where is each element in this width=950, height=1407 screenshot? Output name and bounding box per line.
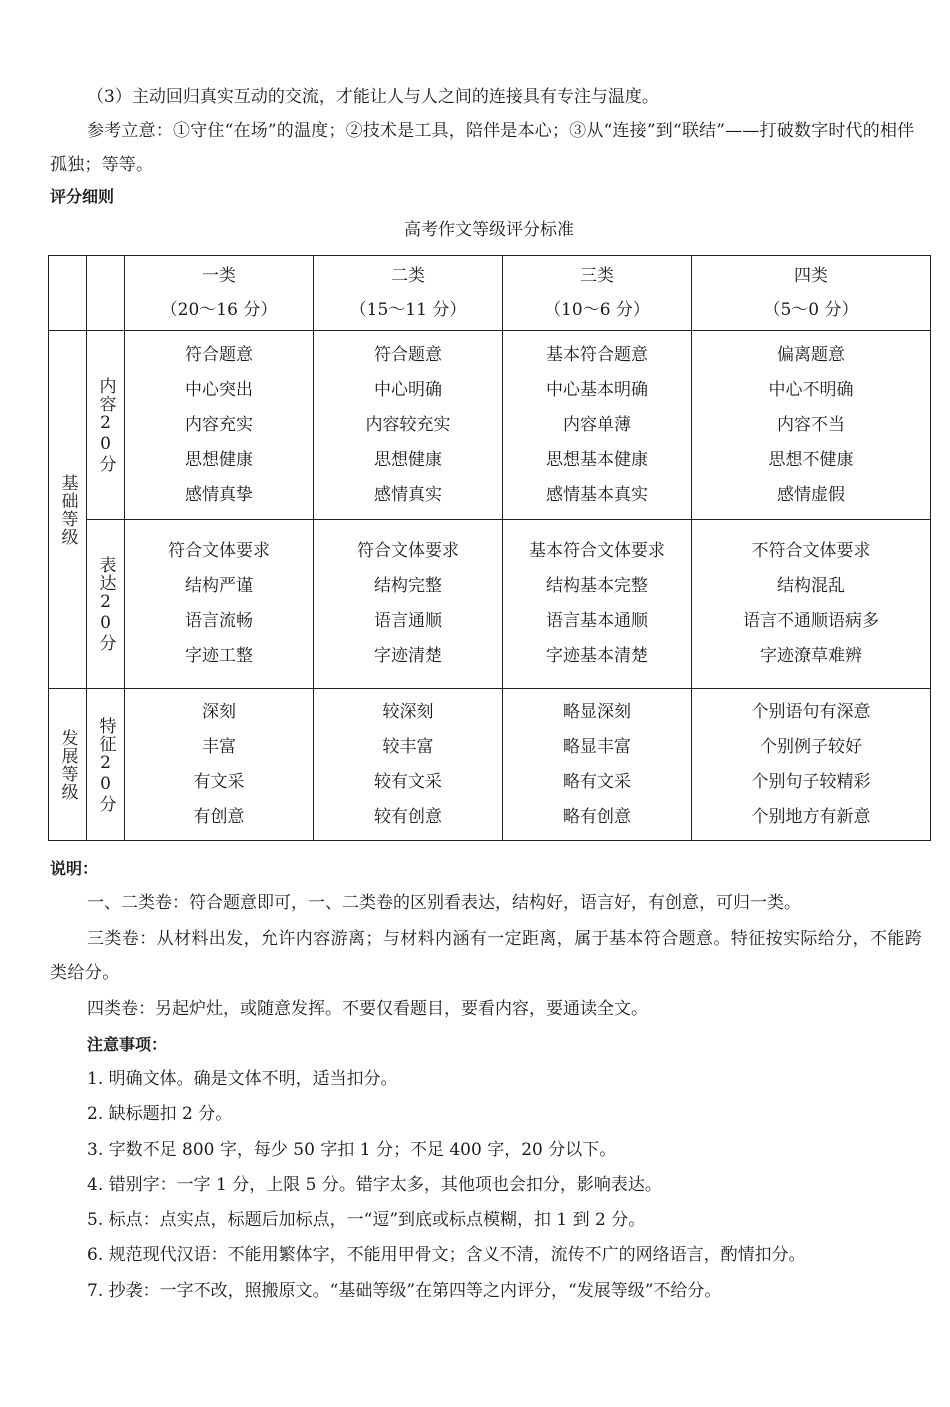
criterion: 思想健康 — [374, 449, 442, 470]
attention-item: 1. 明确文体。确是文体不明，适当扣分。 — [87, 1069, 398, 1089]
intro-point-3: （3）主动回归真实互动的交流，才能让人与人之间的连接具有专注与温度。 — [87, 87, 659, 107]
criterion: 字迹工整 — [185, 646, 253, 666]
criterion: 中心不明确 — [768, 379, 854, 400]
criterion: 偏离题意 — [777, 344, 845, 365]
attention-item: 6. 规范现代汉语：不能用繁体字，不能用甲骨文；含义不清，流传不广的网络语言，酌情扣分。 — [87, 1245, 806, 1265]
corner-cell — [87, 256, 125, 331]
expression-row — [49, 520, 931, 689]
criterion: 略显深刻 — [563, 701, 631, 722]
attention-item: 3. 字数不足 800 字，每少 50 字扣 1 分；不足 400 字，20 分以下。 — [87, 1140, 617, 1160]
criterion: 基本符合题意 — [546, 344, 648, 365]
attention-item: 7. 抄袭：一字不改，照搬原文。“基础等级”在第四等之内评分，“发展等级”不给分。 — [87, 1281, 722, 1301]
criterion: 内容不当 — [777, 414, 845, 435]
section-title: 评分细则 — [50, 187, 115, 206]
note-paragraph-3: 四类卷：另起炉灶，或随意发挥。不要仅看题目，要看内容，要通读全文。 — [87, 999, 648, 1019]
grade-header-2 — [314, 256, 503, 331]
grade-header-3 — [503, 256, 692, 331]
criterion: 中心明确 — [374, 379, 442, 400]
table-caption: 高考作文等级评分标准 — [404, 220, 574, 240]
criterion: 符合文体要求 — [357, 541, 459, 561]
criterion: 感情虚假 — [777, 484, 845, 505]
grade-range: （10～6 分） — [544, 300, 650, 320]
feature-grade-3 — [503, 689, 692, 841]
criterion: 不符合文体要求 — [751, 541, 871, 561]
expression-grade-1 — [125, 520, 314, 689]
criterion: 结构混乱 — [777, 576, 845, 596]
grading-table — [48, 255, 931, 841]
attention-title: 注意事项： — [87, 1035, 168, 1054]
criterion: 思想健康 — [185, 449, 253, 470]
grade-name: 二类 — [391, 266, 425, 286]
criterion: 略有创意 — [563, 806, 631, 827]
note-paragraph-1: 一、二类卷：符合题意即可，一、二类卷的区别看表达，结构好，语言好，有创意，可归一类。 — [87, 893, 801, 913]
criterion: 较深刻 — [382, 701, 434, 722]
criterion: 思想不健康 — [768, 449, 854, 470]
criterion: 语言流畅 — [185, 611, 253, 631]
criterion: 字迹潦草难辨 — [760, 646, 862, 666]
criterion: 个别例子较好 — [760, 736, 862, 757]
criterion: 字迹基本清楚 — [546, 646, 648, 666]
criterion: 感情真挚 — [185, 484, 253, 505]
expression-grade-4 — [692, 520, 931, 689]
criterion: 语言不通顺语病多 — [743, 611, 879, 631]
feature-label: 特征20分 — [95, 716, 116, 813]
attention-item: 2. 缺标题扣 2 分。 — [87, 1104, 233, 1124]
reference-ideas: 参考立意：①守住“在场”的温度；②技术是工具，陪伴是本心；③从“连接”到“联结”——打破数字时代的相伴孤独；等等。 — [50, 121, 915, 175]
feature-grade-2 — [314, 689, 503, 841]
expression-grade-2 — [314, 520, 503, 689]
criterion: 个别地方有新意 — [751, 806, 871, 827]
grade-name: 一类 — [202, 266, 236, 286]
criterion: 内容较充实 — [365, 414, 451, 435]
basic-level-label: 基础等级 — [57, 473, 78, 546]
criterion: 语言基本通顺 — [546, 611, 648, 631]
notes-title: 说明： — [50, 859, 99, 878]
criterion: 结构严谨 — [185, 576, 253, 596]
criterion: 中心基本明确 — [546, 379, 648, 400]
feature-grade-4 — [692, 689, 931, 841]
criterion: 感情真实 — [374, 484, 442, 505]
criterion: 思想基本健康 — [546, 449, 648, 470]
grade-header-1 — [125, 256, 314, 331]
criterion: 符合题意 — [185, 344, 253, 365]
criterion: 语言通顺 — [374, 611, 442, 631]
criterion: 较丰富 — [382, 736, 434, 757]
criterion: 较有创意 — [374, 806, 442, 827]
criterion: 略有文采 — [563, 771, 631, 792]
feature-row — [49, 689, 931, 841]
criterion: 较有文采 — [374, 771, 442, 792]
note-paragraph-2: 三类卷：从材料出发，允许内容游离；与材料内涵有一定距离，属于基本符合题意。特征按实际给分，不能跨类给分。 — [50, 929, 923, 983]
criterion: 内容单薄 — [563, 414, 631, 435]
content-label-cell — [87, 331, 125, 520]
grade-range: （15～11 分） — [349, 300, 467, 320]
criterion: 符合文体要求 — [168, 541, 270, 561]
grade-name: 三类 — [580, 266, 614, 286]
criterion: 内容充实 — [185, 414, 253, 435]
content-grade-2 — [314, 331, 503, 520]
criterion: 有创意 — [193, 806, 245, 827]
corner-cell — [49, 256, 87, 331]
criterion: 个别句子较精彩 — [751, 771, 871, 792]
dev-level-label: 发展等级 — [57, 728, 78, 801]
content-grade-1 — [125, 331, 314, 520]
criterion: 符合题意 — [374, 344, 442, 365]
criterion: 结构基本完整 — [546, 576, 648, 596]
expression-label: 表达20分 — [95, 556, 116, 652]
dev-level-cell — [49, 689, 87, 841]
grade-name: 四类 — [794, 266, 828, 286]
criterion: 中心突出 — [185, 379, 253, 400]
expression-grade-3 — [503, 520, 692, 689]
criterion: 有文采 — [193, 771, 245, 792]
content-grade-4 — [692, 331, 931, 520]
grade-range: （20～16 分） — [160, 300, 278, 320]
feature-label-cell — [87, 689, 125, 841]
content-label: 内容20分 — [95, 377, 116, 473]
criterion: 丰富 — [202, 736, 236, 757]
grade-header-4 — [692, 256, 931, 331]
criterion: 略显丰富 — [563, 736, 631, 757]
basic-level-cell — [49, 331, 87, 689]
content-grade-3 — [503, 331, 692, 520]
attention-item: 4. 错别字：一字 1 分，上限 5 分。错字太多，其他项也会扣分，影响表达。 — [87, 1175, 662, 1195]
criterion: 结构完整 — [374, 576, 442, 596]
criterion: 字迹清楚 — [374, 646, 442, 666]
expression-label-cell — [87, 520, 125, 689]
criterion: 感情基本真实 — [546, 484, 648, 505]
attention-item: 5. 标点：点实点，标题后加标点，一“逗”到底或标点模糊，扣 1 到 2 分。 — [87, 1210, 646, 1230]
criterion: 基本符合文体要求 — [529, 541, 665, 561]
criterion: 个别语句有深意 — [751, 701, 871, 722]
header-row — [49, 256, 931, 331]
feature-grade-1 — [125, 689, 314, 841]
criterion: 深刻 — [202, 701, 236, 722]
grade-range: （5～0 分） — [763, 300, 859, 320]
content-row — [49, 331, 931, 520]
